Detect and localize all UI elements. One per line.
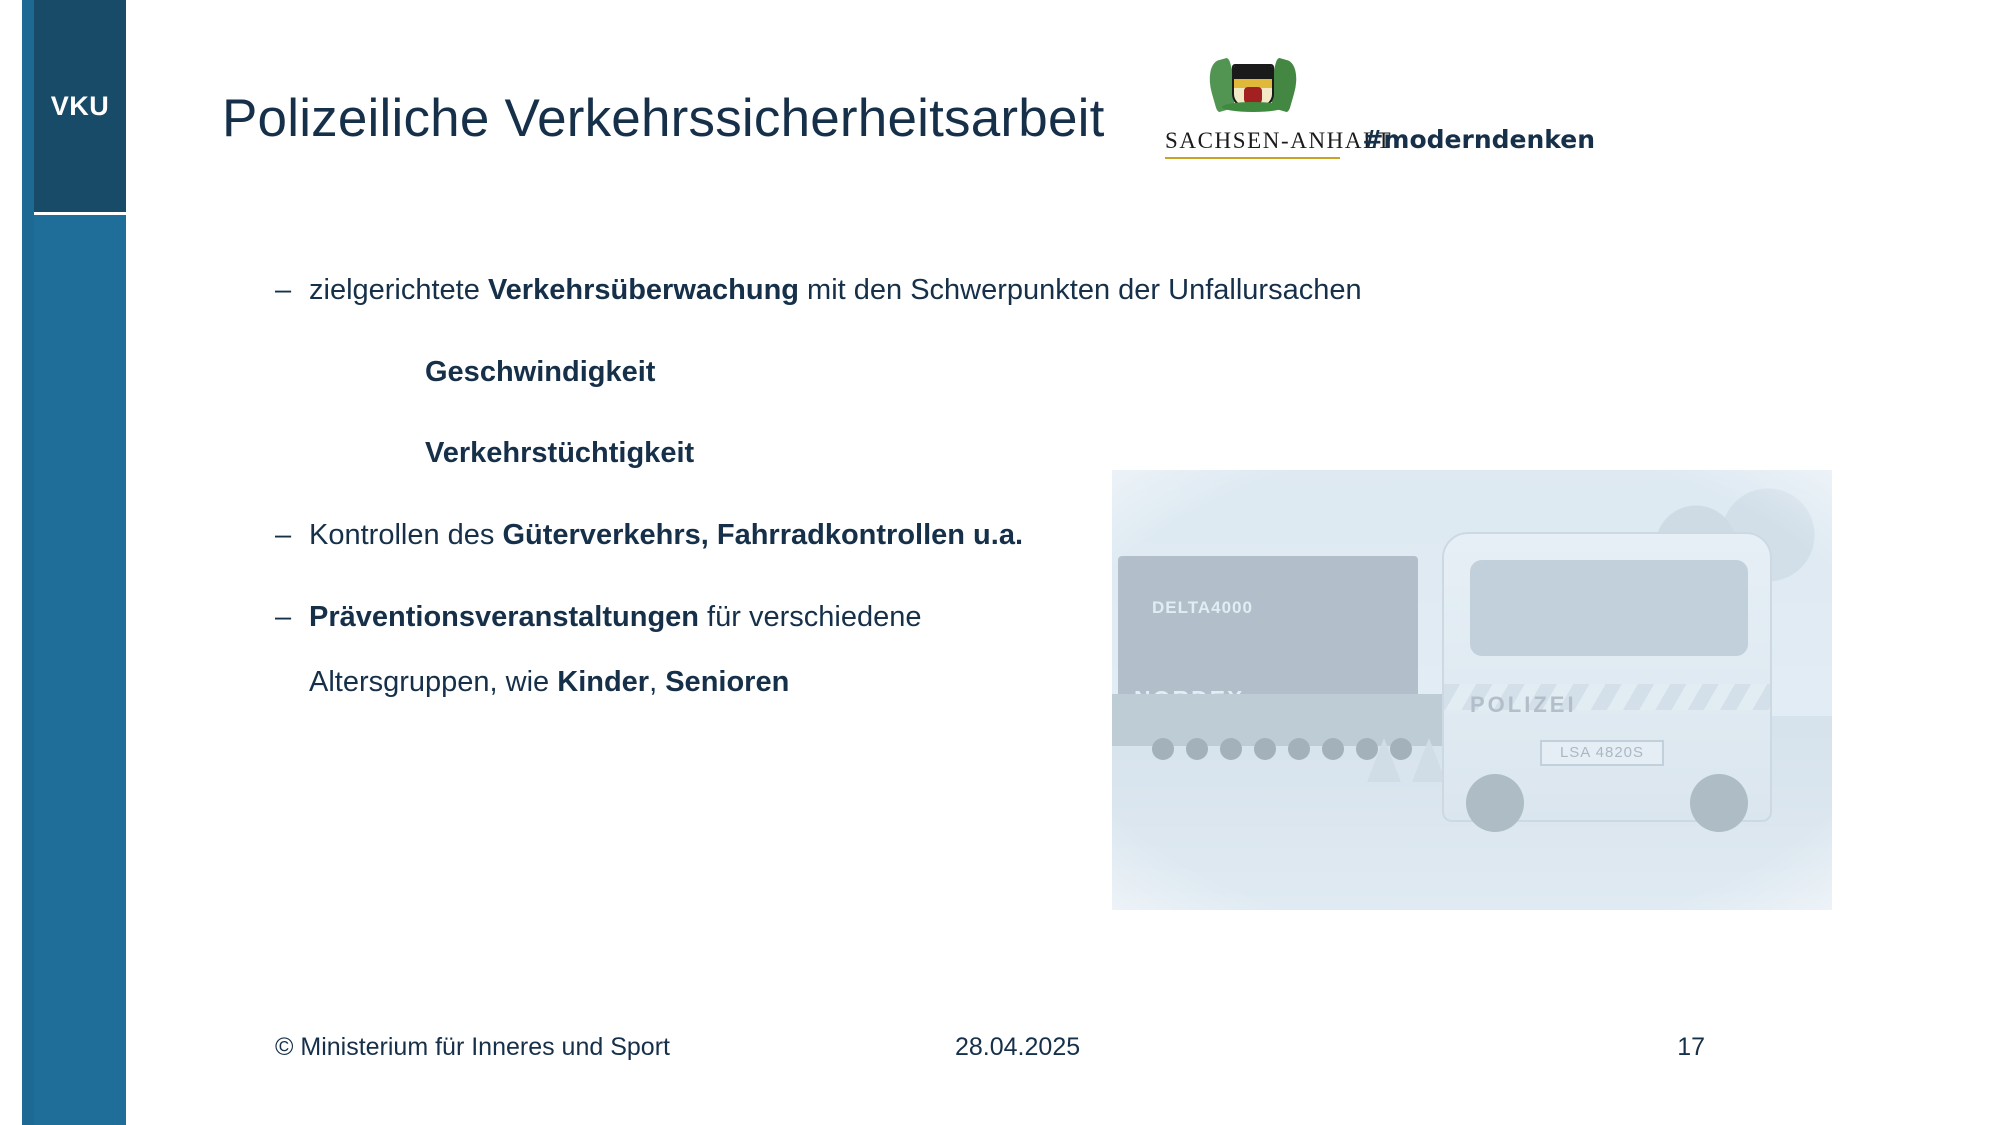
photo-police-traffic-control (1112, 470, 1832, 910)
footer-copyright: © Ministerium für Inneres und Sport (275, 1033, 670, 1061)
bullet-item (275, 272, 1395, 310)
vku-badge (34, 0, 126, 215)
bullet-part: zielgerichtete (309, 274, 488, 306)
bullet-dash: – (275, 519, 292, 552)
bullet-part: mit den Schwerpunkten der Unfallursachen (799, 274, 1362, 306)
bullet-dash: – (275, 274, 292, 306)
bullet-dash: – (275, 600, 292, 633)
left-accent-bar-outer (22, 0, 34, 1125)
footer-page-number: 17 (1677, 1033, 1705, 1061)
bullet-part-bold: Verkehrsüberwachung (487, 274, 799, 306)
vku-badge-label: VKU (50, 90, 110, 121)
sub-item: Geschwindigkeit (425, 355, 656, 388)
page-title: Polizeiliche Verkehrssicherheitsarbeit (222, 89, 1105, 148)
bullet-part: Kontrollen des (309, 519, 503, 552)
state-name-label: SACHSEN-ANHALT (1165, 128, 1393, 153)
bullet-part: für verschiedene (699, 600, 922, 633)
sub-item: Verkehrstüchtigkeit (425, 437, 695, 470)
cont-part: Altersgruppen, wie (309, 666, 558, 699)
footer-date: 28.04.2025 (955, 1033, 1081, 1061)
state-logo (1165, 58, 1393, 159)
bullet-part-bold: Güterverkehrs, Fahrradkontrollen u.a. (502, 519, 1024, 552)
slide-footer (275, 1033, 1825, 1067)
state-name-rule (1165, 157, 1340, 159)
bullet-part-bold: Präventionsveranstaltungen (309, 600, 699, 633)
cont-part-bold: Kinder (557, 666, 650, 699)
claim-label: #moderndenken (1362, 125, 1595, 154)
cont-part-bold: Senioren (665, 666, 790, 699)
cont-part: , (649, 666, 666, 699)
bullet-text (309, 272, 1395, 310)
photo-tint-overlay (1112, 470, 1832, 910)
coat-of-arms-icon (1210, 58, 1296, 124)
